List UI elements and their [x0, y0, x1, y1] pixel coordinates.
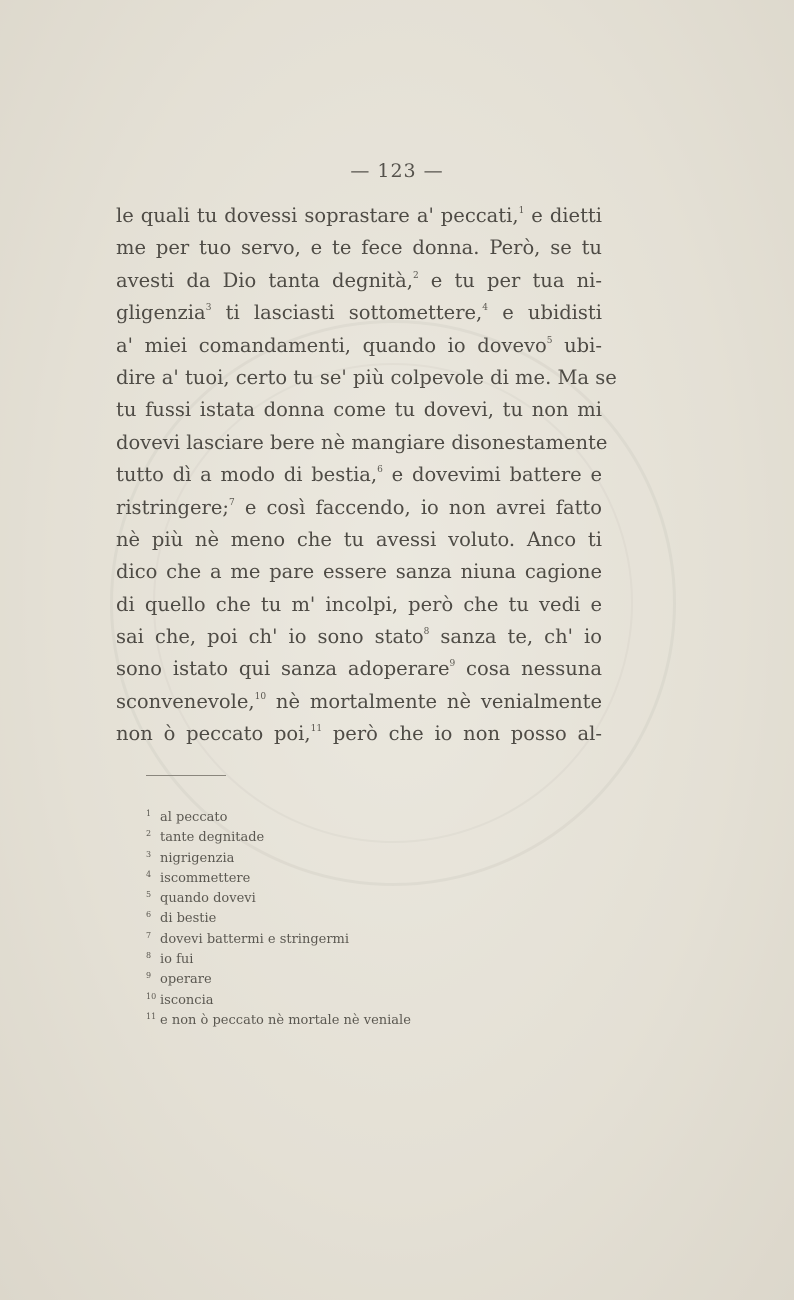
- footnote-marker: 9: [449, 659, 456, 670]
- text-line: avesti da Dio tanta degnità,$^2$ e tu per tua ni-: [116, 268, 602, 292]
- footnote-text: io fui: [160, 952, 194, 968]
- footnote: 1 al peccato: [146, 809, 228, 825]
- text-line: gligenzia$^3$ ti lasciasti sottomettere,$^4$ e ubidisti: [116, 301, 602, 325]
- footnote-text: di bestie: [160, 911, 217, 927]
- footnote: 10 isconcia: [146, 991, 214, 1008]
- footnote-text: nigrigenzia: [160, 850, 235, 866]
- text-line: le quali tu dovessi soprastare a' peccati,$^1$ e dietti: [116, 204, 602, 227]
- footnote: 8 io fui: [146, 951, 194, 968]
- footnote: 7 dovevi battermi e stringermi: [146, 930, 350, 947]
- footnote-text: iscommettere: [160, 870, 251, 886]
- footnote-marker: 10: [254, 691, 267, 702]
- text-line: sono istato qui sanza adoperare$^9$ cosa nessuna: [116, 657, 602, 681]
- footnote-marker: 6: [377, 465, 383, 476]
- text-line: sai che, poi ch' io sono stato$^8$ sanza te, ch' io: [116, 625, 602, 649]
- text-line: me per tuo servo, e te fece donna. Però, se tu: [116, 236, 602, 260]
- footnote-text: operare: [160, 972, 212, 988]
- text-line: sconvenevole,$^{10}$ nè mortalmente nè venialmente: [116, 689, 602, 713]
- footnote-text: tante degnitade: [160, 830, 265, 846]
- footnote: 4 iscommettere: [146, 869, 251, 886]
- text-line: dire a' tuoi, certo tu se' più colpevole di me. Ma se: [116, 365, 617, 389]
- text-line: ristringere;$^7$ e così faccendo, io non avrei fatto: [116, 495, 602, 519]
- footnote-marker: 4: [482, 303, 488, 314]
- footnote-marker: 7: [228, 497, 235, 508]
- text-line: tutto dì a modo di bestia,$^6$ e dovevimi battere e: [116, 463, 602, 487]
- footnote: 6 di bestie: [146, 910, 217, 927]
- footnote-marker: 3: [205, 303, 212, 314]
- footnote-separator: [146, 775, 226, 776]
- text-line: dico che a me pare essere sanza niuna cagione: [116, 560, 602, 584]
- footnote: 11 e non ò peccato nè mortale nè veniale: [146, 1011, 411, 1028]
- body-text: [116, 200, 617, 751]
- footnote-text: al peccato: [160, 810, 228, 825]
- footnote: 3 nigrigenzia: [146, 849, 235, 866]
- footnote-marker: 1: [518, 206, 525, 216]
- footnote: 5 quando dovevi: [146, 890, 256, 907]
- text-line: non ò peccato poi,$^{11}$ però che io non posso al-: [116, 722, 602, 746]
- footnote-text: quando dovevi: [160, 891, 256, 907]
- page-number: — 123 —: [350, 160, 444, 182]
- text-line: tu fussi istata donna come tu dovevi, tu non mi: [116, 398, 602, 422]
- text-line: di quello che tu m' incolpi, però che tu vedi e: [116, 592, 602, 616]
- footnote-marker: 5: [546, 335, 553, 346]
- footnote-marker: 8: [423, 627, 430, 638]
- footnotes: [146, 808, 546, 1031]
- footnote: 2 tante degnitade: [146, 829, 265, 846]
- text-line: a' miei comandamenti, quando io dovevo$^5$ ubi-: [116, 333, 602, 357]
- footnote-text: isconcia: [160, 992, 214, 1008]
- footnote-marker: 2: [412, 270, 419, 281]
- text-line: dovevi lasciare bere nè mangiare disonestamente: [116, 430, 608, 454]
- footnote: 9 operare: [146, 971, 212, 988]
- text-line: nè più nè meno che tu avessi voluto. Anco ti: [116, 527, 602, 551]
- footnote-text: dovevi battermi e stringermi: [160, 931, 350, 947]
- footnote-marker: 11: [310, 724, 323, 735]
- footnote-text: e non ò peccato nè mortale nè veniale: [160, 1012, 411, 1028]
